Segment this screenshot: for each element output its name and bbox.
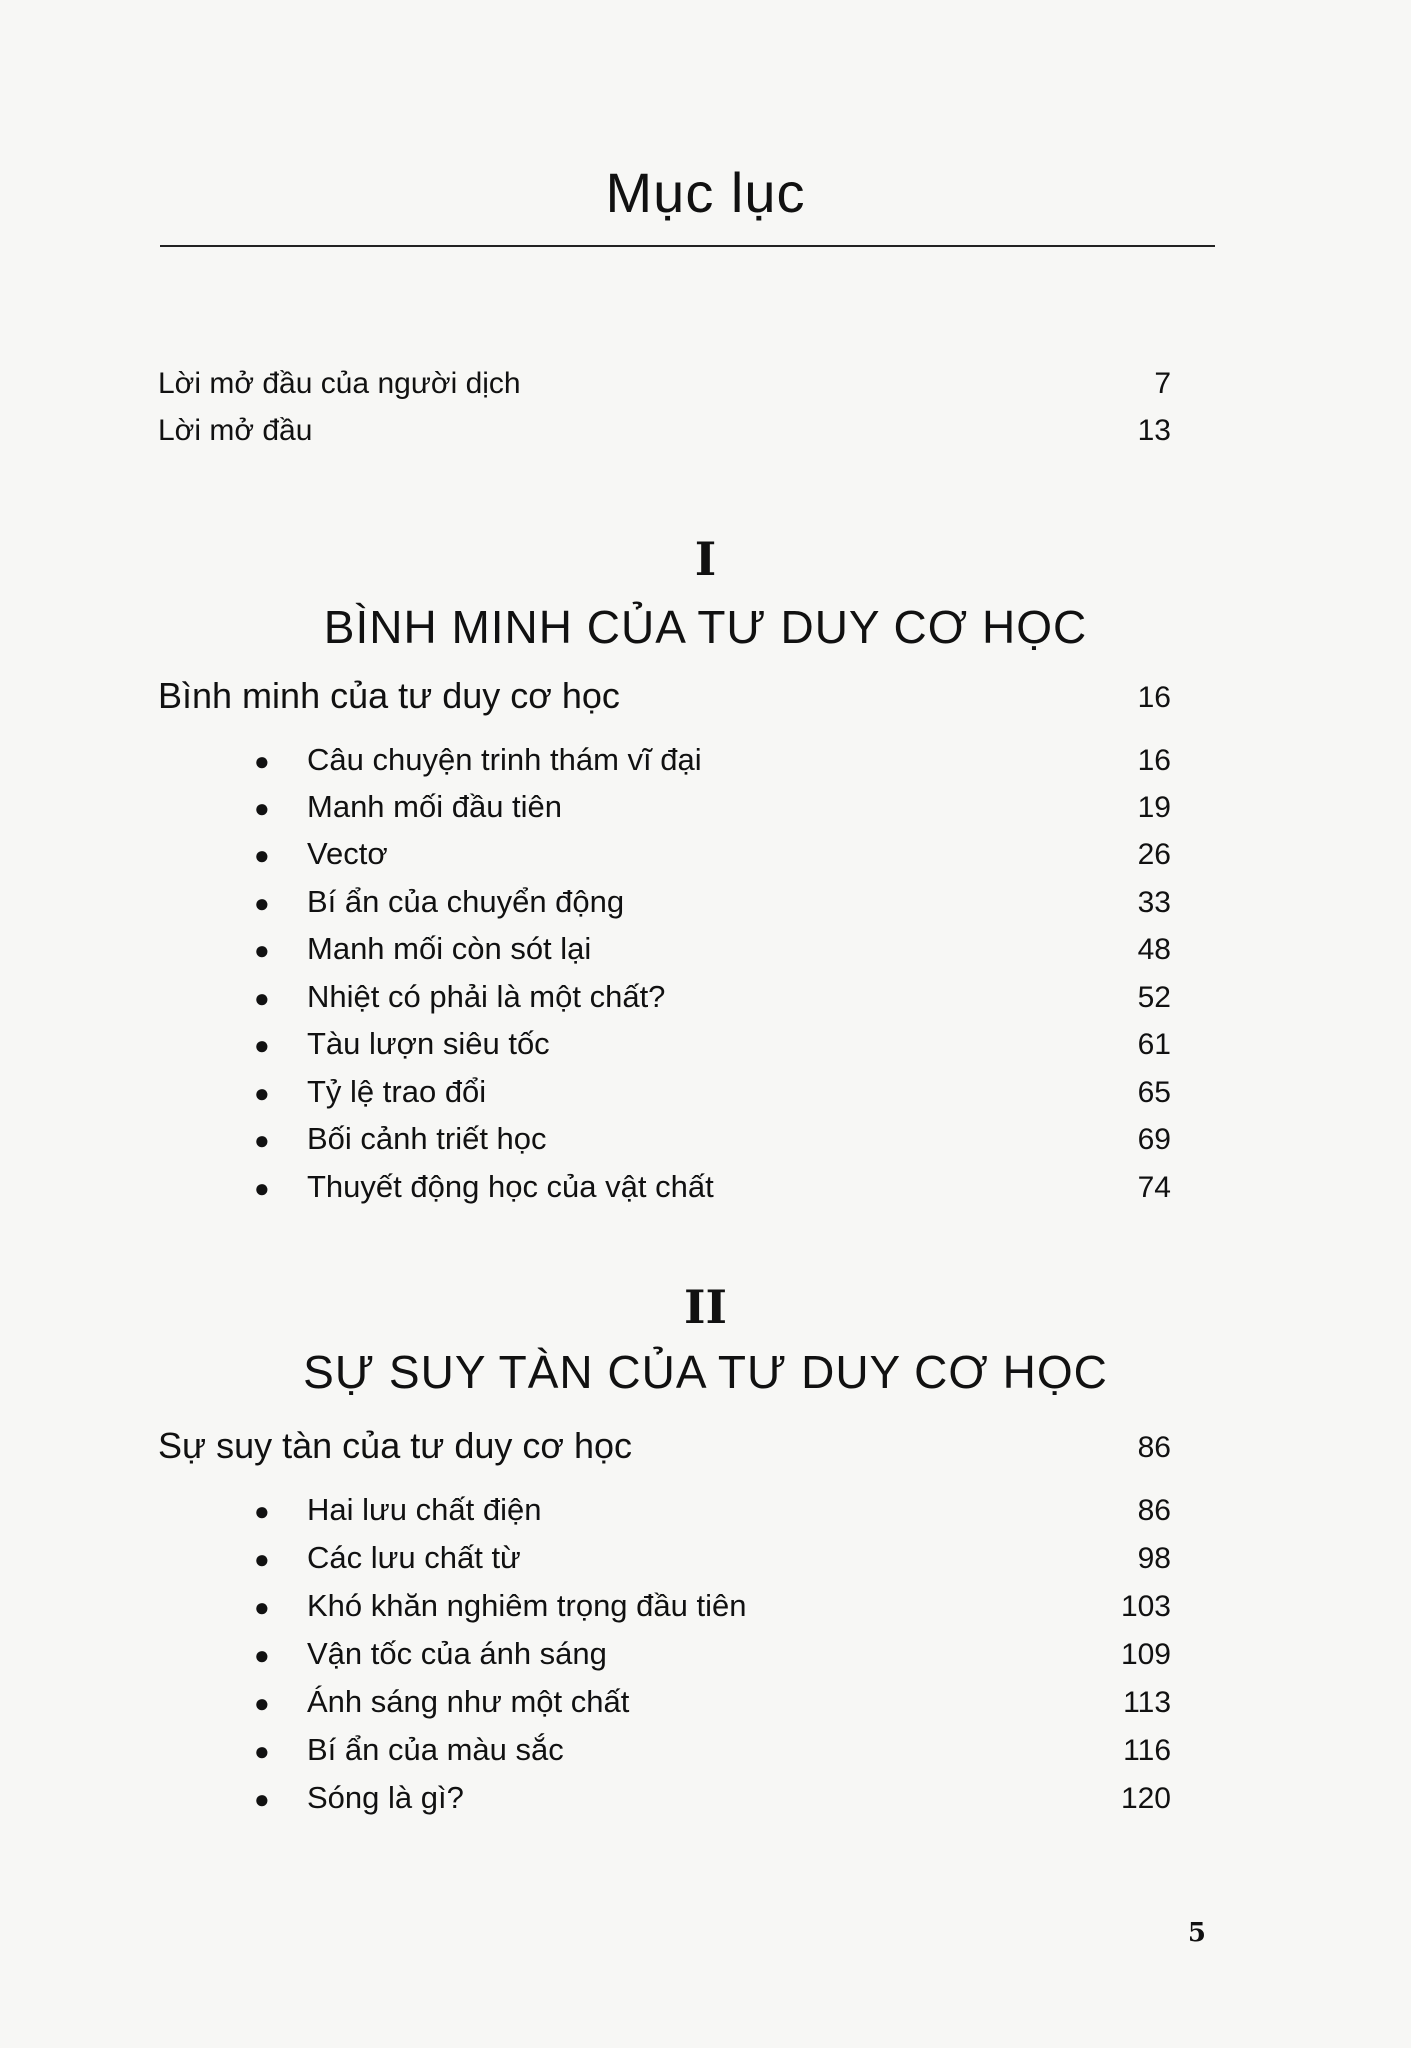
toc-item [0,1538,1411,1582]
section-label: Sự suy tàn của tư duy cơ học [158,1425,633,1466]
item-label: Tỷ lệ trao đổi [307,1074,487,1109]
item-label: Bí ẩn của màu sắc [307,1732,564,1767]
bullet-icon: ● [254,1496,270,1526]
item-page: 116 [1123,1734,1171,1767]
bullet-icon: ● [254,1592,270,1622]
bullet-icon: ● [254,1736,270,1766]
toc-item [0,834,1411,878]
item-label: Manh mối còn sót lại [307,931,592,966]
bullet-icon: ● [254,1688,270,1718]
entry-label: Lời mở đầu của người dịch [158,367,521,400]
item-page: 52 [1137,981,1171,1014]
toc-section-1 [0,675,1411,719]
bullet-icon: ● [254,1125,270,1155]
bullet-icon: ● [254,840,270,870]
toc-item [0,1072,1411,1116]
part-numeral-1: I [694,532,717,586]
toc-entry-front-1 [0,363,1411,407]
item-page: 19 [1137,791,1171,824]
bullet-icon: ● [254,1173,270,1203]
item-page: 109 [1120,1638,1171,1671]
item-page: 74 [1137,1171,1171,1204]
item-label: Bối cảnh triết học [307,1121,547,1156]
toc-item [0,1778,1411,1822]
bullet-icon: ● [254,1544,270,1574]
item-label: Manh mối đầu tiên [307,789,563,824]
bullet-icon: ● [254,746,270,776]
item-page: 26 [1137,838,1171,871]
part-title-2: SỰ SUY TÀN CỦA TƯ DUY CƠ HỌC [303,1346,1108,1398]
toc-item [0,740,1411,784]
toc-entry-front-2 [0,410,1411,454]
toc-item [0,1730,1411,1774]
item-label: Vectơ [307,836,388,871]
item-label: Các lưu chất từ [307,1540,521,1575]
toc-item [0,1586,1411,1630]
item-page: 86 [1137,1494,1171,1527]
item-page: 33 [1137,886,1171,919]
toc-item [0,1119,1411,1163]
entry-page: 13 [1137,414,1171,447]
toc-item [0,1682,1411,1726]
bullet-icon: ● [254,1784,270,1814]
item-page: 61 [1137,1028,1171,1061]
item-page: 113 [1123,1686,1171,1719]
toc-item [0,1490,1411,1534]
item-page: 48 [1137,933,1171,966]
entry-label: Lời mở đầu [158,414,313,447]
bullet-icon: ● [254,1078,270,1108]
toc-item [0,929,1411,973]
toc-item [0,977,1411,1021]
page-number: 5 [1187,1918,1206,1948]
part-numeral-2: II [683,1280,728,1334]
part-title-1: BÌNH MINH CỦA TƯ DUY CƠ HỌC [323,601,1088,653]
bullet-icon: ● [254,1640,270,1670]
bullet-icon: ● [254,793,270,823]
bullet-icon: ● [254,1030,270,1060]
toc-item [0,787,1411,831]
item-page: 16 [1137,744,1171,777]
item-page: 69 [1137,1123,1171,1156]
item-page: 103 [1120,1590,1171,1623]
item-page: 98 [1137,1542,1171,1575]
toc-item [0,1167,1411,1211]
item-page: 65 [1137,1076,1171,1109]
item-label: Thuyết động học của vật chất [307,1169,714,1204]
toc-item [0,1024,1411,1068]
toc-item [0,1634,1411,1678]
toc-item [0,882,1411,926]
item-label: Tàu lượn siêu tốc [307,1026,550,1061]
title-divider [160,245,1215,247]
item-label: Khó khăn nghiêm trọng đầu tiên [307,1588,747,1623]
page-title: Mục lục [605,161,806,224]
section-page: 86 [1137,1431,1171,1464]
item-label: Bí ẩn của chuyển động [307,884,625,919]
item-label: Hai lưu chất điện [307,1492,542,1527]
item-label: Vận tốc của ánh sáng [307,1636,607,1671]
section-label: Bình minh của tư duy cơ học [158,675,620,716]
item-label: Câu chuyện trinh thám vĩ đại [307,742,702,777]
entry-page: 7 [1154,367,1171,400]
bullet-icon: ● [254,983,270,1013]
section-page: 16 [1137,681,1171,714]
item-label: Sóng là gì? [307,1780,464,1815]
item-label: Ánh sáng như một chất [307,1684,630,1719]
item-label: Nhiệt có phải là một chất? [307,979,666,1014]
bullet-icon: ● [254,888,270,918]
toc-section-2 [0,1425,1411,1469]
bullet-icon: ● [254,935,270,965]
item-page: 120 [1120,1782,1171,1815]
